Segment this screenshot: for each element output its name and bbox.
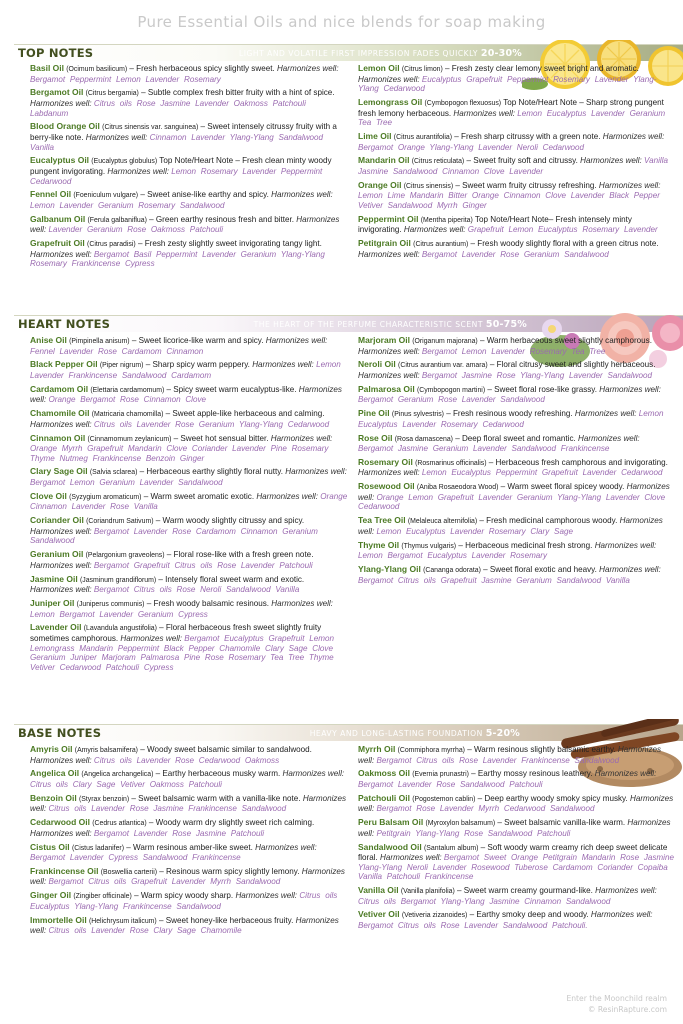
- list-item: Thyme Oil (Thymus vulgaris) – Herbaceous medicinal fresh strong. Harmonizes well: Lemon Bergamot Eucalyptus Lavender Rosemary: [358, 539, 657, 561]
- list-item: Blood Orange Oil (Citrus sinensis var. sanguinea) – Sweet intensely citrussy fruity with a berry-like note. Harmonizes well: Cinnamon Lavender Ylang-Ylang Sandalwood Vanilla: [30, 121, 337, 152]
- list-item: Cedarwood Oil (Cedrus atlantica) – Woody warm dry slightly sweet rich calming. Harmonizes well: Bergamot Lavender Rose Jasmine Patchouli: [30, 817, 315, 838]
- list-item: Vetiver Oil (Vetiveria zizanoides) – Earthy smoky deep and woody. Harmonizes well: Bergamot Citrus oils Rose Lavender Sandalwood Patchouli.: [358, 909, 653, 931]
- list-item: Galbanum Oil (Ferula galbaniflua) – Green earthy resinous fresh and bitter. Harmonizes well: Lavender Geranium Rose Oakmoss Patchouli: [30, 213, 340, 235]
- list-item: Rosewood Oil (Aniba Rosaeodora Wood) – Warm sweet floral spicey woody. Harmonizes well: Orange Lemon Grapefruit Lavender Geranium Ylang-Ylang Lavender Clove Cedarwood: [358, 481, 670, 512]
- list-item: Lemongrass Oil (Cymbopogon flexuosus) Top Note/Heart Note – Sharp strong pungent fresh lemony herbaceous. Harmonizes well: Lemon Eucalyptus Lavender Geranium Tea Tree: [358, 96, 666, 128]
- list-item: Juniper Oil (Juniperus communis) – Fresh woody balsamic resinous. Harmonizes well: Lemon Bergamot Lavender Geranium Cypress: [30, 597, 333, 619]
- footer-tagline: Enter the Moonchild realm: [566, 994, 667, 1003]
- list-item: Coriander Oil (Coriandrum Sativum) – Warm woody slightly citrussy and spicy. Harmonizes well: Bergamot Lavender Rose Cardamom Cinnamon Geranium Sandalwood: [30, 515, 318, 546]
- section-title: BASE NOTES: [18, 726, 102, 740]
- list-item: Palmarosa Oil (Cymbopogon martini) – Sweet floral rose-like grassy. Harmonizes well: Bergamot Geranium Rose Lavender Sandalwood: [358, 383, 661, 405]
- list-item: Immortelle Oil (Helichrysum italicum) – Sweet honey-like herbaceous fruity. Harmonizes well: Citrus oils Lavender Rose Clary Sage Chamomile: [30, 914, 339, 936]
- list-item: Eucalyptus Oil (Eucalyptus globulus) Top Note/Heart Note – Fresh clean minty woody pungent invigorating. Harmonizes well: Lemon Rosemary Lavender Peppermint Cedarwood: [30, 155, 332, 186]
- list-item: Amyris Oil (Amyris balsamifera) – Woody sweet balsamic similar to sandalwood. Harmonizes well: Citrus oils Lavender Rose Cedarwood Oakmoss: [30, 744, 312, 765]
- list-item: Frankincense Oil (Boswellia carterii) – Resinous warm spicy slightly lemony. Harmonizes well: Bergamot Citrus oils Grapefruit Lavender Myrrh Sandalwood: [30, 865, 345, 887]
- list-item: Clove Oil (Syzygium aromaticum) – Warm sweet aromatic exotic. Harmonizes well: Orange Cinnamon Lavender Rose Vanilla: [30, 490, 348, 512]
- list-item: Lime Oil (Citrus aurantifolia) – Fresh sharp citrussy with a green note. Harmonizes well: Bergamot Orange Ylang-Ylang Lavender Neroli Cedarwood: [358, 130, 665, 152]
- list-item: Myrrh Oil (Commiphora myrrha) – Warm resinous slightly balsamic earthy. Harmonizes well: Bergamot Citrus oils Rose Lavender Frankincense Sandalwood: [358, 744, 662, 765]
- list-item: Rose Oil (Rosa damascena) – Deep floral sweet and romantic. Harmonizes well: Bergamot Jasmine Geranium Lavender Sandalwood Frankincense: [358, 432, 640, 454]
- list-item: Petitgrain Oil (Citrus aurantium) – Fresh woody slightly floral with a green citrus note. Harmonizes well: Bergamot Lavender Rose Geranium Sandalwood: [358, 238, 659, 259]
- list-item: Vanilla Oil (Vanilla planifolia) – Sweet warm creamy gourmand-like. Harmonizes well: Citrus oils Bergamot Ylang-Ylang Jasmine Cinnamon Sandalwood: [358, 885, 657, 906]
- footer-credit: [566, 993, 667, 1015]
- list-item: Oakmoss Oil (Evernia prunastri) – Earthy mossy resinous leathery. Harmonizes well: Bergamot Lavender Rose Sandalwood Patchouli: [358, 768, 657, 789]
- list-item: Pine Oil (Pinus sylvestris) – Fresh resinous woody refreshing. Harmonizes well: Lemon Eucalyptus Lavender Rosemary Cedarwood: [358, 408, 664, 429]
- list-item: Rosemary Oil (Rosmarinus officinalis) – Herbaceous fresh camphorous and invigorating. Harmonizes well: Lemon Eucalyptus Peppermint Grapefruit Lavender Cedarwood: [358, 456, 668, 478]
- list-item: Jasmine Oil (Jasminum grandiflorum) – Intensely floral sweet warm and exotic. Harmonizes well: Bergamot Citrus oils Rose Neroli Sandalwood Vanilla: [30, 573, 305, 595]
- list-item: Cinnamon Oil (Cinnamomum zeylanicum) – Sweet hot sensual bitter. Harmonizes well: Orange Myrrh Grapefruit Mandarin Clove Coriander Lavender Pine Rosemary Thyme Nutmeg Frankincense Benzoin Ginger: [30, 432, 333, 463]
- list-item: Fennel Oil (Foeniculum vulgare) – Sweet anise-like earthy and spicy. Harmonizes well: Lemon Lavender Geranium Rosemary Sandalwood: [30, 189, 333, 210]
- list-item: Anise Oil (Pimpinella anisum) – Sweet licorice-like warm and spicy. Harmonizes well: Fennel Lavender Rose Cardamom Cinnamon: [30, 335, 328, 356]
- list-item: Tea Tree Oil (Melaleuca alternifolia) – Fresh medicinal camphorous woody. Harmonizes well: Lemon Eucalyptus Lavender Rosemary Clary Sage: [358, 515, 663, 536]
- base-notes-left-column: [30, 745, 348, 940]
- list-item: Basil Oil (Ocimum basilicum) – Fresh herbaceous spicy slightly sweet. Harmonizes well: Bergamot Peppermint Lemon Lavender Rosemary: [30, 63, 339, 84]
- list-item: Mandarin Oil (Citrus reticulata) – Sweet fruity soft and citrussy. Harmonizes well: Vanilla Jasmine Sandalwood Cinnamon Clove Lavender: [358, 155, 668, 176]
- list-item: Cardamom Oil (Elettaria cardamomum) – Spicy sweet warm eucalyptus-like. Harmonizes well: Orange Bergamot Rose Cinnamon Clove: [30, 383, 342, 405]
- list-item: Orange Oil (Citrus sinensis) – Sweet warm fruity citrussy refreshing. Harmonizes well: Lemon Lime Mandarin Bitter Orange Cinnamon Clove Lavender Black Pepper Vetiver Sandalwood Myrrh Ginger: [358, 179, 661, 210]
- list-item: Clary Sage Oil (Salvia sclarea) – Herbaceous earthy slightly floral nutty. Harmonizes well: Bergamot Lemon Geranium Lavender Sandalwood: [30, 466, 347, 488]
- list-item: Lavender Oil (Lavandula angustifolia) – Floral herbaceous fresh sweet slightly fruity sometimes camphorous. Harmonizes well: Bergamot Eucalyptus Grapefruit Lemon Lemongrass Mandarin Peppermint Black Pepper Chamomile Clary Sage Clove Geranium Juniper Marjoram Palmarosa Pine Rose Rosemary Tea Tree Thyme Vetiver Cedarwood Patchouli Cypress: [30, 622, 334, 672]
- section-subtitle: HEAVY AND LONG-LASTING FOUNDATION 5-20%: [309, 728, 520, 739]
- list-item: Lemon Oil (Citrus limon) – Fresh zesty clear lemony sweet bright and aromatic. Harmonizes well: Eucalyptus Grapefruit Peppermint Rosemary Lavender Ylang-Ylang Cedarwood: [358, 63, 657, 94]
- list-item: Sandalwood Oil (Santalum album) – Soft woody warm creamy rich deep sweet delicate floral. Harmonizes well: Bergamot Sweet Orange Petitgrain Mandarin Rose Jasmine Ylang-Ylang Neroli Lavender Rosewood Tuberose Cardamom Coriander Copaiba Vanilla Patchouli Frankincense: [358, 841, 674, 882]
- list-item: Patchouli Oil (Pogostemon cablin) – Deep earthy woody smoky spicy musky. Harmonizes well: Bergamot Rose Lavender Myrrh Cedarwood Sandalwood: [358, 792, 674, 814]
- list-item: Benzoin Oil (Styrax benzoin) – Sweet balsamic warm with a vanilla-like note. Harmonizes well: Citrus oils Lavender Rose Jasmine Frankincense Sandalwood: [30, 792, 346, 814]
- section-subtitle: THE HEART OF THE PERFUME CHARACTERISTIC SCENT 50-75%: [253, 319, 527, 330]
- list-item: Black Pepper Oil (Piper nigrum) – Sharp spicy warm peppery. Harmonizes well: Lemon Lavender Frankincense Sandalwood Cardamom: [30, 359, 341, 380]
- list-item: Ylang-Ylang Oil (Cananga odorata) – Sweet floral exotic and heavy. Harmonizes well: Bergamot Citrus oils Grapefruit Jasmine Geranium Sandalwood Vanilla: [358, 563, 661, 585]
- top-notes-right-column: [358, 64, 676, 263]
- list-item: Neroli Oil (Citrus aurantium var. amara) – Floral citrusy sweet and slightly herbaceous. Harmonizes well: Bergamot Jasmine Rose Ylang-Ylang Lavender Sandalwood: [358, 359, 656, 380]
- list-item: Ginger Oil (Zingiber officinale) – Warm spicy woody sharp. Harmonizes well: Citrus oils Eucalyptus Ylang-Ylang Frankincense Sandalwood: [30, 890, 338, 911]
- page-title: Pure Essential Oils and nice blends for soap making: [137, 13, 546, 31]
- section-subtitle: LIGHT AND VOLATILE FIRST IMPRESSION FADES QUICKLY 20-30%: [239, 48, 522, 59]
- section-title: TOP NOTES: [18, 46, 94, 60]
- list-item: Geranium Oil (Pelargonium graveolens) – Floral rose-like with a fresh green note. Harmonizes well: Bergamot Grapefruit Citrus oils Rose Lavender Patchouli: [30, 549, 314, 570]
- heart-notes-left-column: [30, 336, 348, 676]
- list-item: Grapefruit Oil (Citrus paradisi) – Fresh zesty slightly sweet invigorating tangy light. Harmonizes well: Bergamot Basil Peppermint Lavender Geranium Ylang-Ylang Rosemary Frankincense Cypress: [30, 238, 325, 269]
- footer-site-link[interactable]: © ResinRapture.com: [587, 1005, 667, 1014]
- list-item: Bergamot Oil (Citrus bergamia) – Subtle complex fresh bitter fruity with a hint of spice. Harmonizes well: Citrus oils Rose Jasmine Lavender Oakmoss Patchouli Labdanum: [30, 87, 335, 118]
- list-item: Cistus Oil (Cistus ladanifer) – Warm resinous amber-like sweet. Harmonizes well: Bergamot Lavender Cypress Sandalwood Frankincense: [30, 841, 317, 863]
- list-item: Marjoram Oil (Origanum majorana) – Warm herbaceous sweet slightly camphorous. Harmonizes well: Bergamot Lemon Lavender Rosemary Tea Tree: [358, 335, 652, 356]
- list-item: Angelica Oil (Angelica archangelica) – Earthy herbaceous musky warm. Harmonizes well: Citrus oils Clary Sage Vetiver Oakmoss Patchouli: [30, 768, 345, 789]
- list-item: Peppermint Oil (Mentha piperita) Top Note/Heart Note– Fresh intensely minty invigorating. Harmonizes well: Grapefruit Lemon Eucalyptus Rosemary Lavender: [358, 213, 658, 235]
- top-notes-left-column: [30, 64, 348, 273]
- list-item: Chamomile Oil (Matricaria chamomilla) – Sweet apple-like herbaceous and calming. Harmonizes well: Citrus oils Lavender Rose Geranium Ylang-Ylang Cedarwood: [30, 408, 330, 429]
- base-notes-right-column: [358, 745, 676, 935]
- heart-notes-right-column: [358, 336, 676, 589]
- list-item: Peru Balsam Oil (Myroxylon balsamum) – Sweet balsamic vanilla-like warm. Harmonizes well: Petitgrain Ylang-Ylang Rose Sandalwood Patchouli: [358, 817, 671, 838]
- section-title: HEART NOTES: [18, 317, 111, 331]
